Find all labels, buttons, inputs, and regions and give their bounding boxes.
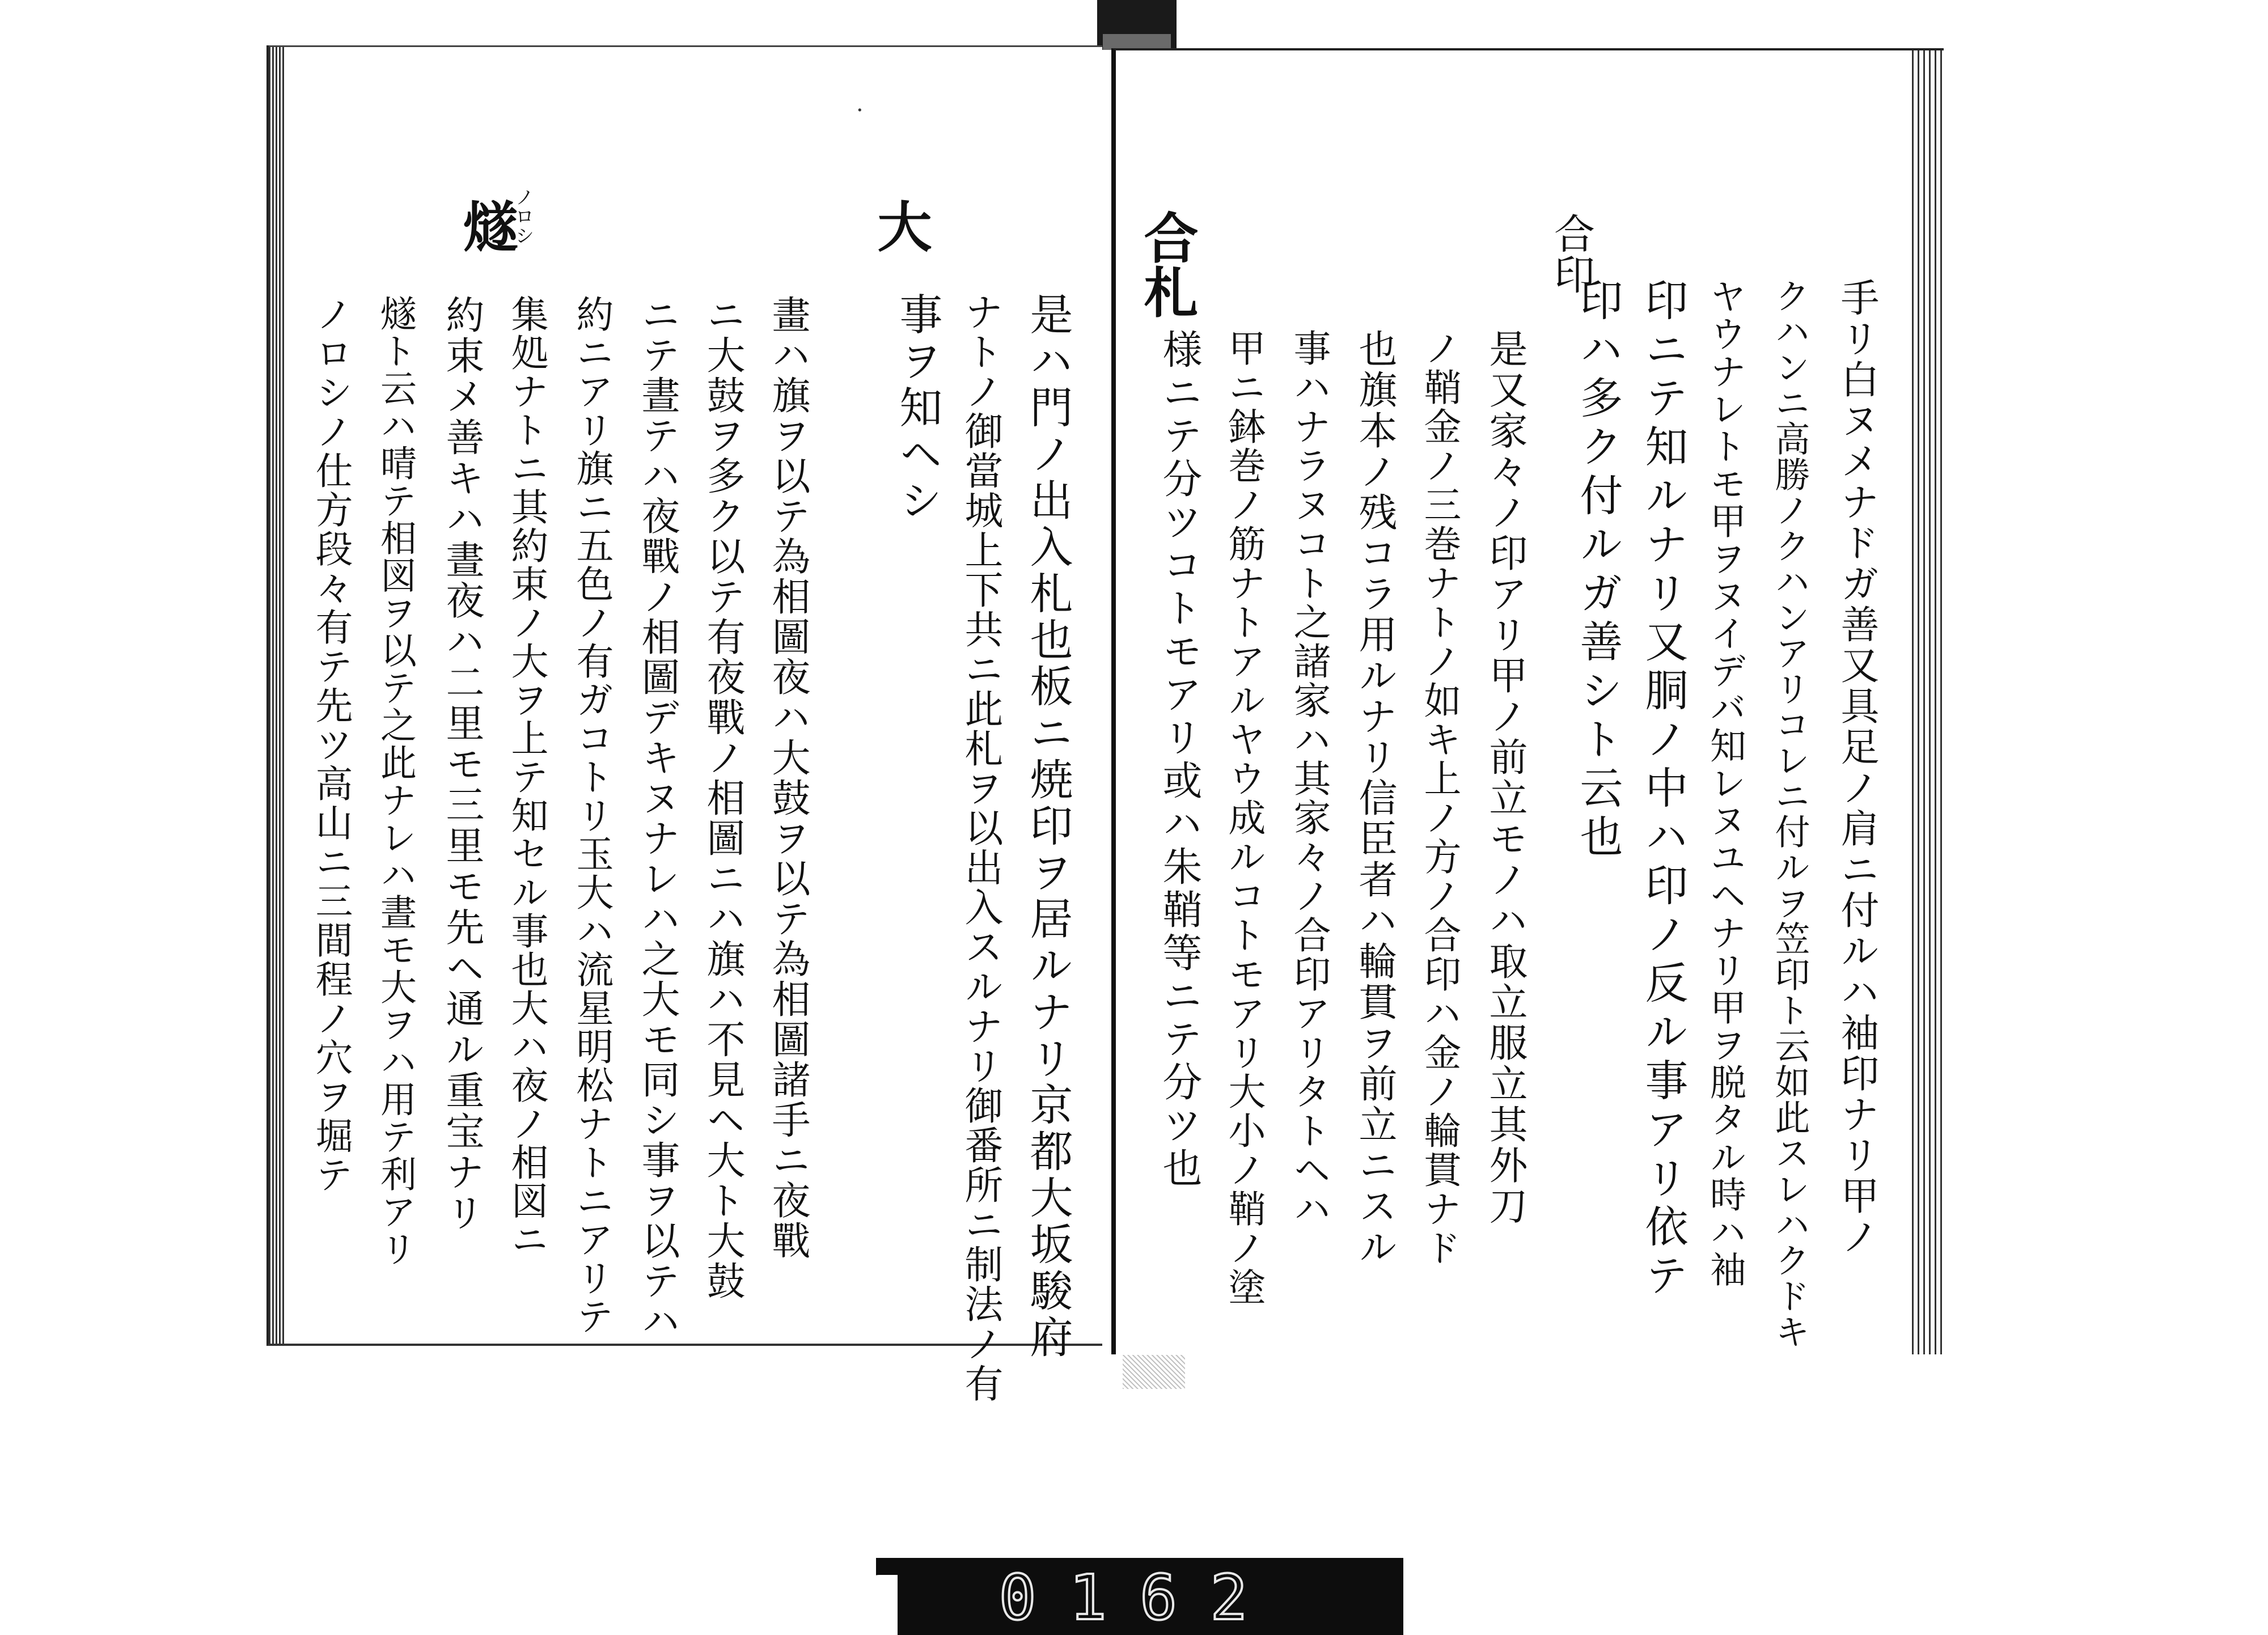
subhead-aijirushi: 合印	[1547, 213, 1595, 294]
page-number-label	[876, 1558, 1403, 1635]
left-page-top-line	[269, 45, 1102, 47]
left-column-11: ノロシノ仕方段々有テ先ツ高山ニ三間程ノ穴ヲ堀テ	[309, 295, 353, 1195]
page-number: 0162	[998, 1561, 1281, 1634]
right-column-6: 是又家々ノ印アリ甲ノ前立モノハ取立服立其外刀	[1483, 329, 1527, 1227]
left-column-7: 約ニアリ旗ニ五色ノ有ガコトリ玉大ハ流星明松ナトニアリテ	[570, 295, 613, 1336]
left-column-4: 畫ハ旗ヲ以テ為相圖夜ハ大鼓ヲ以テ為相圖諸手ニ夜戰	[765, 295, 810, 1261]
heading-taiko: 大	[869, 198, 933, 253]
ink-smudge: ·	[856, 98, 864, 124]
left-column-1: 是ハ門ノ出入札也板ニ焼印ヲ居ルナリ京都大坂駿府	[1023, 292, 1073, 1361]
left-column-5: ニ大鼓ヲ多ク以テ有夜戰ノ相圖ニハ旗ハ不見ヘ大ト大鼓	[700, 295, 745, 1301]
heading-noroshi: 燧	[455, 198, 519, 253]
right-column-9: 事ハナラヌコト之諸家ハ其家々ノ合印アリタトヘハ	[1287, 329, 1331, 1229]
left-column-3: 事ヲ知ヘシ	[892, 292, 943, 524]
right-column-3: ヤウナレトモ甲ヲヌイデバ知レヌユヘナリ甲ヲ脱タル時ハ袖	[1704, 278, 1746, 1288]
left-column-8: 集処ナトニ其約束ノ大ヲ上テ知セル事也大ハ夜ノ相図ニ	[505, 295, 548, 1259]
spine-shadow	[1123, 1355, 1185, 1389]
right-column-8: 也旗本ノ残コラ用ルナリ信臣者ハ輪貫ヲ前立ニスル	[1352, 329, 1397, 1268]
right-page-edge	[1910, 50, 1944, 1354]
heading-noroshi-reading: ノロシ	[511, 187, 534, 245]
left-column-6: ニテ晝テハ夜戰ノ相圖デキヌナレハ之大モ同シ事ヲ以テハ	[635, 295, 680, 1341]
left-column-9: 約束メ善キハ晝夜ハ二里モ三里モ先ヘ通ル重宝ナリ	[439, 295, 484, 1234]
right-column-10: 甲ニ鉢巻ノ筋ナトアルヤウ成ルコトモアリ大小ノ鞘ノ塗	[1222, 329, 1266, 1307]
right-column-7: ノ鞘金ノ三巻ナトノ如キ上ノ方ノ合印ハ金ノ輪貫ナド	[1417, 329, 1461, 1268]
right-column-4: 印ニテ知ルナリ又胴ノ中ハ印ノ反ル事アリ依テ	[1638, 278, 1689, 1302]
scanner-clip-shadow	[1103, 34, 1171, 50]
left-column-10: 燧ト云ハ晴テ相図ヲ以テ之此ナレハ晝モ大ヲハ用テ利アリ	[374, 295, 416, 1268]
heading-aifuda: 合札	[1135, 210, 1199, 319]
right-column-2: クハンニ高勝ノクハンアリコレニ付ルヲ笠印ト云如此スレハクドキ	[1769, 278, 1810, 1349]
left-page-edge	[269, 45, 286, 1344]
right-column-1: 手リ白ヌメナドガ善又具足ノ肩ニ付ルハ袖印ナリ甲ノ	[1834, 278, 1879, 1257]
right-column-5: 印ハ多ク付ルガ善シト云也	[1573, 278, 1623, 863]
left-column-2: ナトノ御當城上下共ニ此札ヲ以出入スルナリ御番所ニ制法ノ有	[958, 292, 1003, 1403]
right-column-11: 様ニテ分ツコトモアリ或ハ朱鞘等ニテ分ツ也	[1156, 329, 1203, 1191]
